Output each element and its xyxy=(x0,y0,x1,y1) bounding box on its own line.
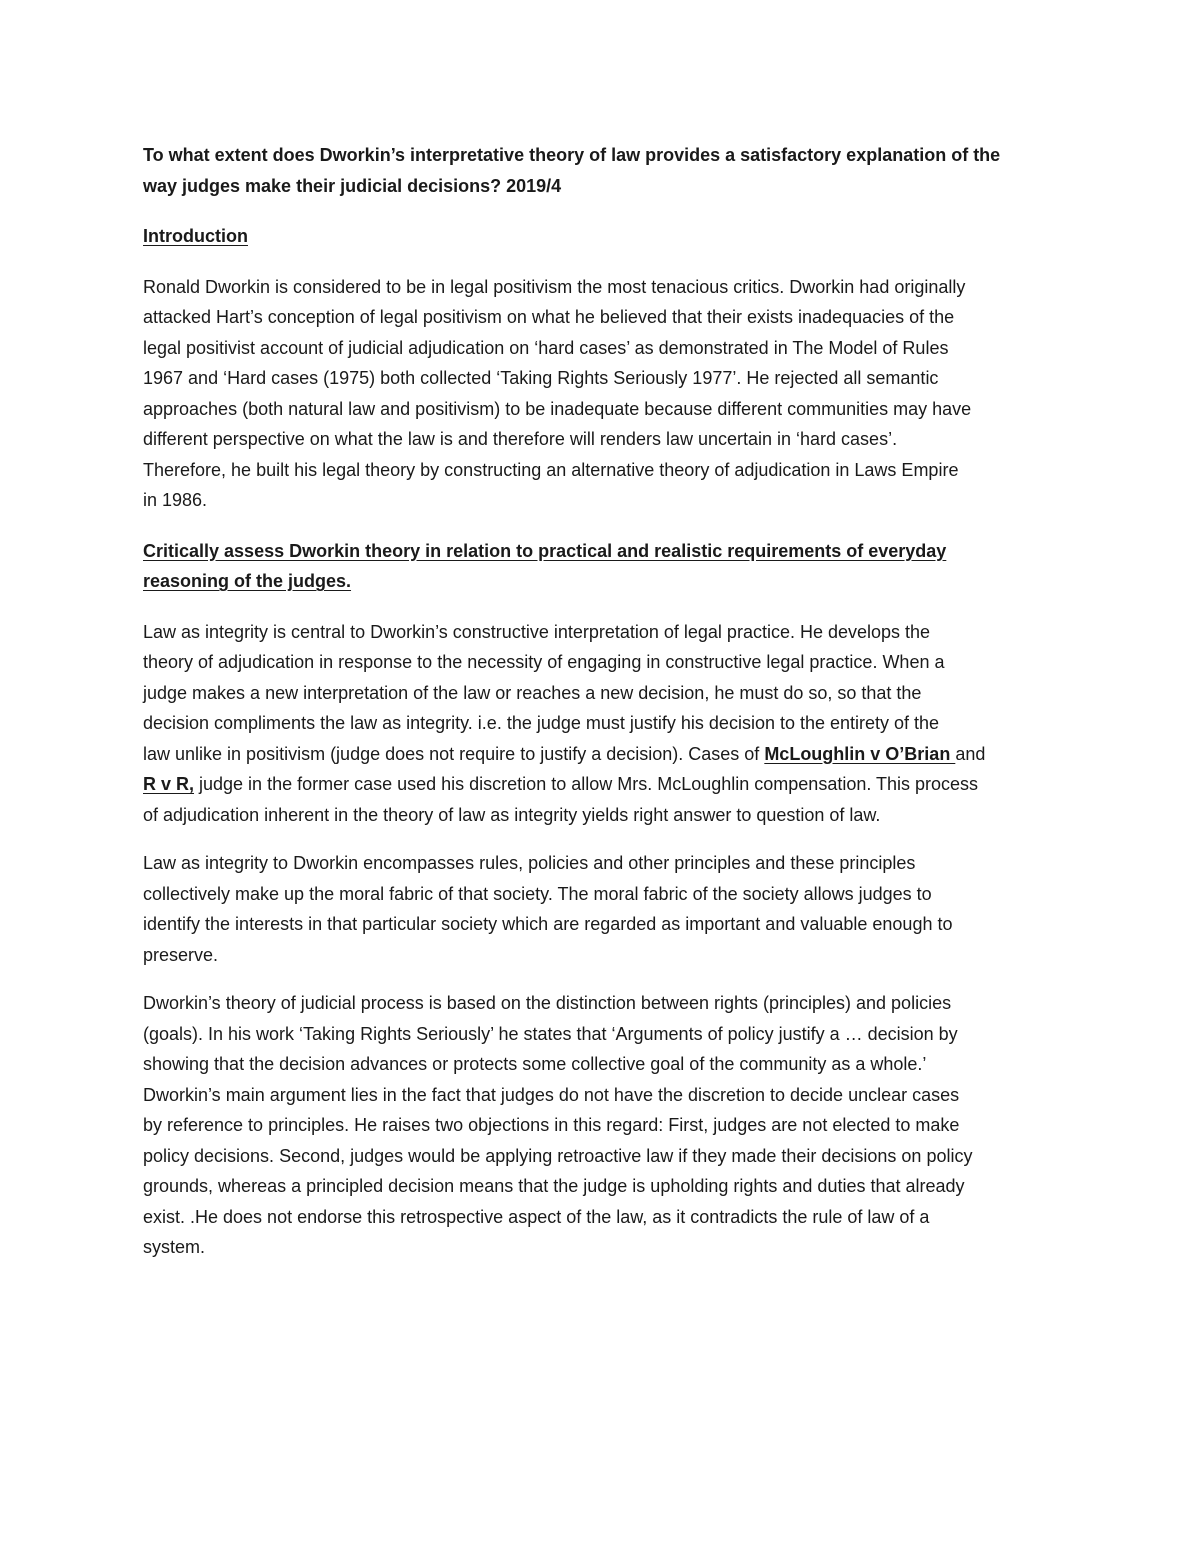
text-line: Law as integrity is central to Dworkin’s constructive interpretation of legal practice. He develops the xyxy=(143,621,931,642)
introduction-paragraph xyxy=(143,272,1058,516)
section-heading-line-2: reasoning of the judges. xyxy=(143,571,352,591)
text-line: decision compliments the law as integrity. i.e. the judge must justify his decision to the entirety of the xyxy=(143,713,940,733)
text-line: theory of adjudication in response to the necessity of engaging in constructive legal practice. When a xyxy=(143,652,945,672)
text-line: judge makes a new interpretation of the law or reaches a new decision, he must do so, so that the xyxy=(143,682,922,703)
paragraph-law-as-integrity xyxy=(143,617,1058,831)
title-line-2: way judges make their judicial decisions? 2019/4 xyxy=(143,175,562,196)
text-line: (goals). In his work ‘Taking Rights Seriously’ he states that ‘Arguments of policy justify a … decision by xyxy=(143,1023,958,1044)
text-line: Therefore, he built his legal theory by constructing an alternative theory of adjudication in Laws Empire xyxy=(143,459,959,480)
text-line: collectively make up the moral fabric of that society. The moral fabric of the society allows judges to xyxy=(143,883,932,904)
text-line: showing that the decision advances or protects some collective goal of the community as a whole.’ xyxy=(143,1054,927,1074)
text-line: legal positivist account of judicial adjudication on ‘hard cases’ as demonstrated in The Model of Rules xyxy=(143,337,949,358)
text-line: Law as integrity to Dworkin encompasses rules, policies and other principles and these principles xyxy=(143,853,916,873)
case-name-r-v-r: R v R, xyxy=(143,774,195,794)
text-line: in 1986. xyxy=(143,490,208,510)
text-span: and xyxy=(955,743,986,764)
section-heading-line-1: Critically assess Dworkin theory in relation to practical and realistic requirements of everyday xyxy=(143,540,947,561)
text-line: Dworkin’s theory of judicial process is based on the distinction between rights (principles) and policies xyxy=(143,993,952,1013)
introduction-heading: Introduction xyxy=(143,226,248,246)
text-line: identify the interests in that particular society which are regarded as important and valuable enough to xyxy=(143,914,953,934)
text-line: 1967 and ‘Hard cases (1975) both collected ‘Taking Rights Seriously 1977’. He rejected all semantic xyxy=(143,368,939,388)
text-line: Ronald Dworkin is considered to be in legal positivism the most tenacious critics. Dworkin had originally xyxy=(143,276,966,297)
text-line: approaches (both natural law and positivism) to be inadequate because different communities may have xyxy=(143,398,972,419)
case-name-mcloughlin: McLoughlin v O’Brian xyxy=(764,743,956,764)
text-line: attacked Hart’s conception of legal positivism on what he believed that their exists inadequacies of the xyxy=(143,307,955,327)
document-page xyxy=(143,140,1058,1263)
text-line xyxy=(143,769,1058,800)
text-line: different perspective on what the law is and therefore will renders law uncertain in ‘hard cases’. xyxy=(143,429,898,449)
title-line-1: To what extent does Dworkin’s interpretative theory of law provides a satisfactory explanation of the xyxy=(143,145,1001,165)
text-line: by reference to principles. He raises two objections in this regard: First, judges are not elected to make xyxy=(143,1115,960,1135)
text-line xyxy=(143,739,1058,770)
paragraph-moral-fabric xyxy=(143,848,1058,970)
text-line: system. xyxy=(143,1237,206,1257)
text-line: of adjudication inherent in the theory of law as integrity yields right answer to question of law. xyxy=(143,804,881,825)
text-line: grounds, whereas a principled decision means that the judge is upholding rights and duties that already xyxy=(143,1176,965,1196)
text-line: policy decisions. Second, judges would be applying retroactive law if they made their decisions on policy xyxy=(143,1145,973,1166)
text-line: exist. .He does not endorse this retrospective aspect of the law, as it contradicts the rule of law of a xyxy=(143,1206,930,1227)
text-span: law unlike in positivism (judge does not require to justify a decision). Cases of xyxy=(143,743,765,764)
text-line: preserve. xyxy=(143,944,219,965)
text-line: Dworkin’s main argument lies in the fact that judges do not have the discretion to decide unclear cases xyxy=(143,1084,960,1105)
paragraph-rights-and-policies xyxy=(143,988,1058,1263)
text-span: judge in the former case used his discretion to allow Mrs. McLoughlin compensation. This process xyxy=(194,774,979,794)
